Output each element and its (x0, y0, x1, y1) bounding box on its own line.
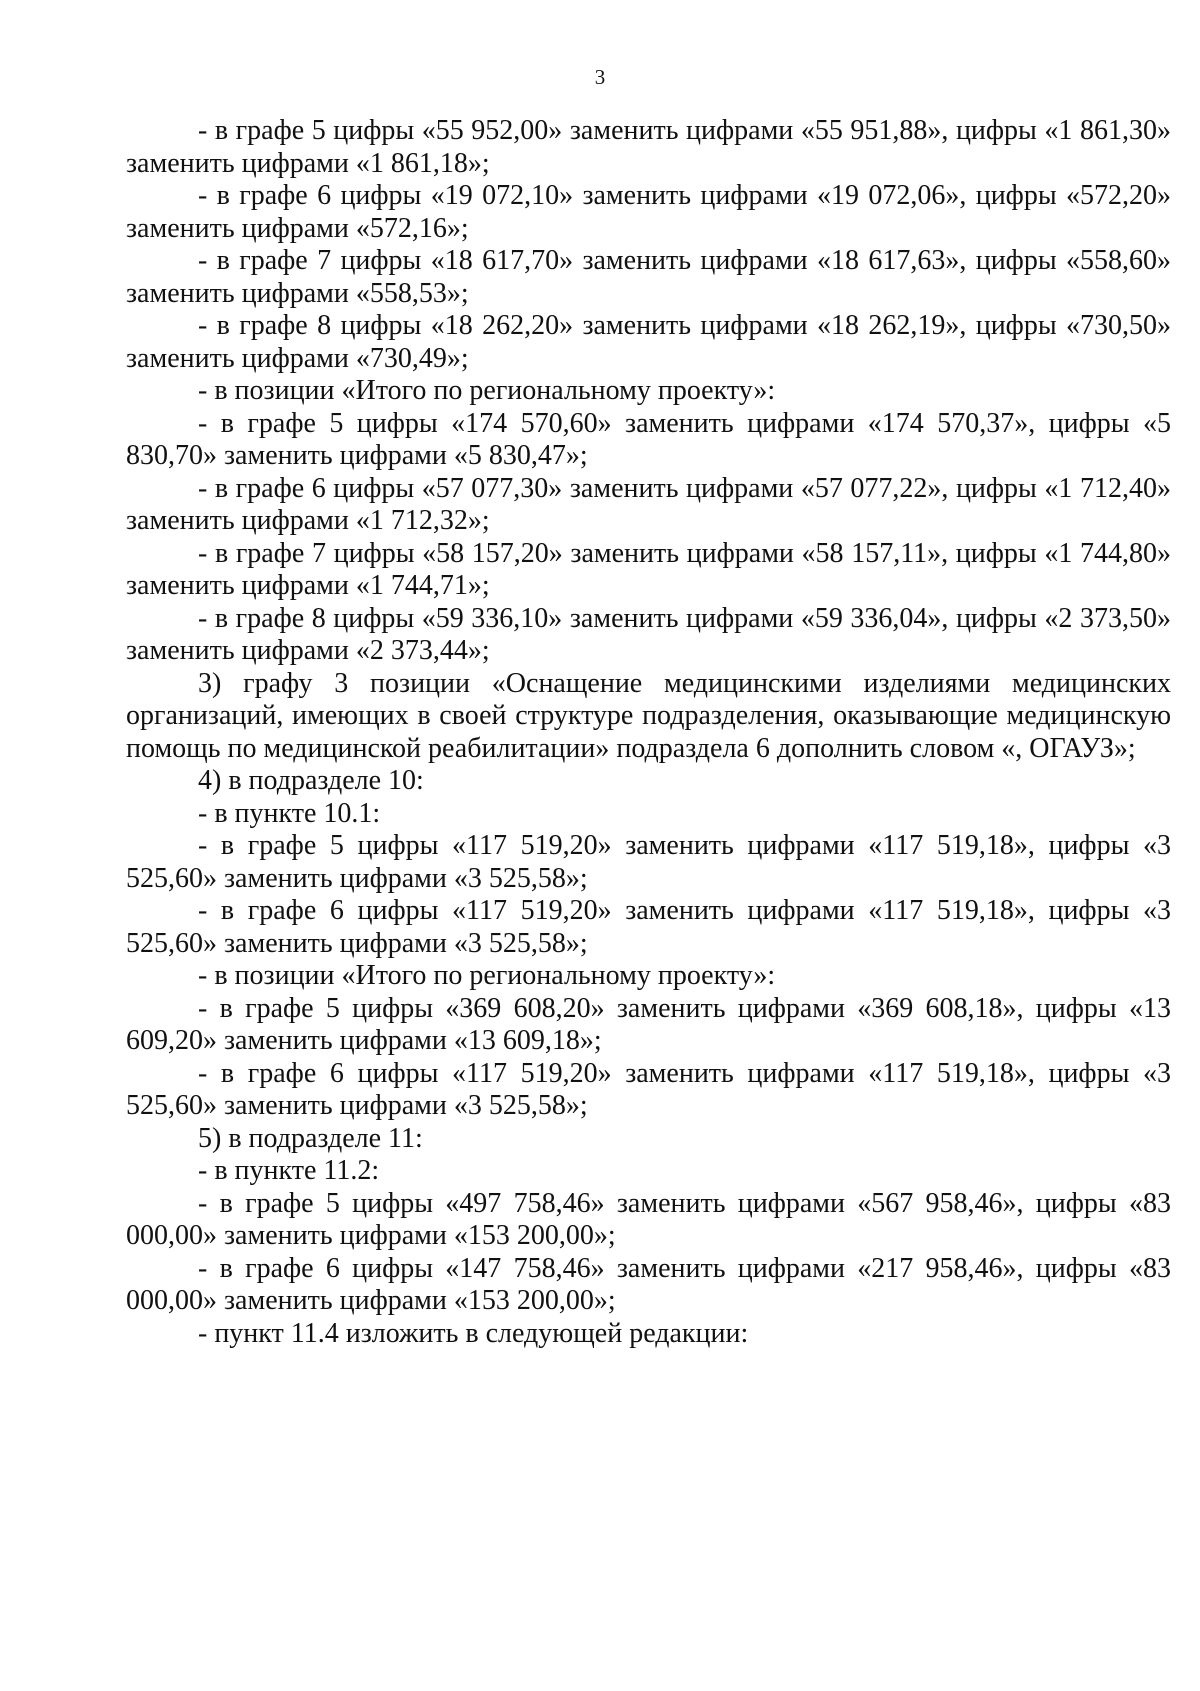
paragraph: - в графе 5 цифры «117 519,20» заменить цифрами «117 519,18», цифры «3 525,60» заменить цифрами «3 525,58»; (126, 830, 1171, 894)
paragraph: - в графе 8 цифры «59 336,10» заменить цифрами «59 336,04», цифры «2 373,50» заменить цифрами «2 373,44»; (126, 602, 1171, 666)
paragraph: - в графе 6 цифры «19 072,10» заменить цифрами «19 072,06», цифры «572,20» заменить цифрами «572,16»; (126, 180, 1171, 244)
paragraph: - в графе 5 цифры «55 952,00» заменить цифрами «55 951,88», цифры «1 861,30» заменить цифрами «1 861,18»; (126, 115, 1171, 179)
paragraph: - в графе 6 цифры «57 077,30» заменить цифрами «57 077,22», цифры «1 712,40» заменить цифрами «1 712,32»; (126, 472, 1171, 536)
paragraph: - в графе 5 цифры «497 758,46» заменить цифрами «567 958,46», цифры «83 000,00» заменить цифрами «153 200,00»; (126, 1187, 1171, 1251)
paragraph: - в позиции «Итого по региональному проекту»: (198, 960, 776, 991)
paragraph: - в позиции «Итого по региональному проекту»: (198, 375, 776, 406)
paragraph: - в графе 5 цифры «369 608,20» заменить цифрами «369 608,18», цифры «13 609,20» заменить цифрами «13 609,18»; (126, 992, 1171, 1056)
paragraph: - в графе 5 цифры «174 570,60» заменить цифрами «174 570,37», цифры «5 830,70» заменить цифрами «5 830,47»; (126, 407, 1171, 471)
page-number: 3 (594, 65, 606, 89)
paragraph: - в графе 6 цифры «117 519,20» заменить цифрами «117 519,18», цифры «3 525,60» заменить цифрами «3 525,58»; (126, 1057, 1171, 1121)
paragraph: - в графе 6 цифры «117 519,20» заменить цифрами «117 519,18», цифры «3 525,60» заменить цифрами «3 525,58»; (126, 895, 1171, 959)
paragraph: - в графе 6 цифры «147 758,46» заменить цифрами «217 958,46», цифры «83 000,00» заменить цифрами «153 200,00»; (126, 1252, 1171, 1316)
paragraph: 4) в подразделе 10: (198, 765, 424, 796)
paragraph: - в пункте 11.2: (198, 1155, 380, 1186)
paragraph: - пункт 11.4 изложить в следующей редакции: (198, 1317, 749, 1349)
paragraph: - в графе 7 цифры «18 617,70» заменить цифрами «18 617,63», цифры «558,60» заменить цифрами «558,53»; (126, 245, 1171, 309)
paragraph: - в графе 7 цифры «58 157,20» заменить цифрами «58 157,11», цифры «1 744,80» заменить цифрами «1 744,71»; (126, 537, 1171, 601)
paragraph: 3) графу 3 позиции «Оснащение медицинскими изделиями медицинских организаций, имеющих в своей структуре подразделения, оказывающие медицинскую помощь по медицинской реабилитации» подраздела 6 дополнить словом «, ОГАУЗ»; (126, 667, 1171, 764)
paragraph: - в пункте 10.1: (198, 797, 381, 829)
paragraph: 5) в подразделе 11: (198, 1122, 423, 1154)
paragraph: - в графе 8 цифры «18 262,20» заменить цифрами «18 262,19», цифры «730,50» заменить цифрами «730,49»; (126, 310, 1171, 374)
document-body (126, 115, 1171, 1350)
